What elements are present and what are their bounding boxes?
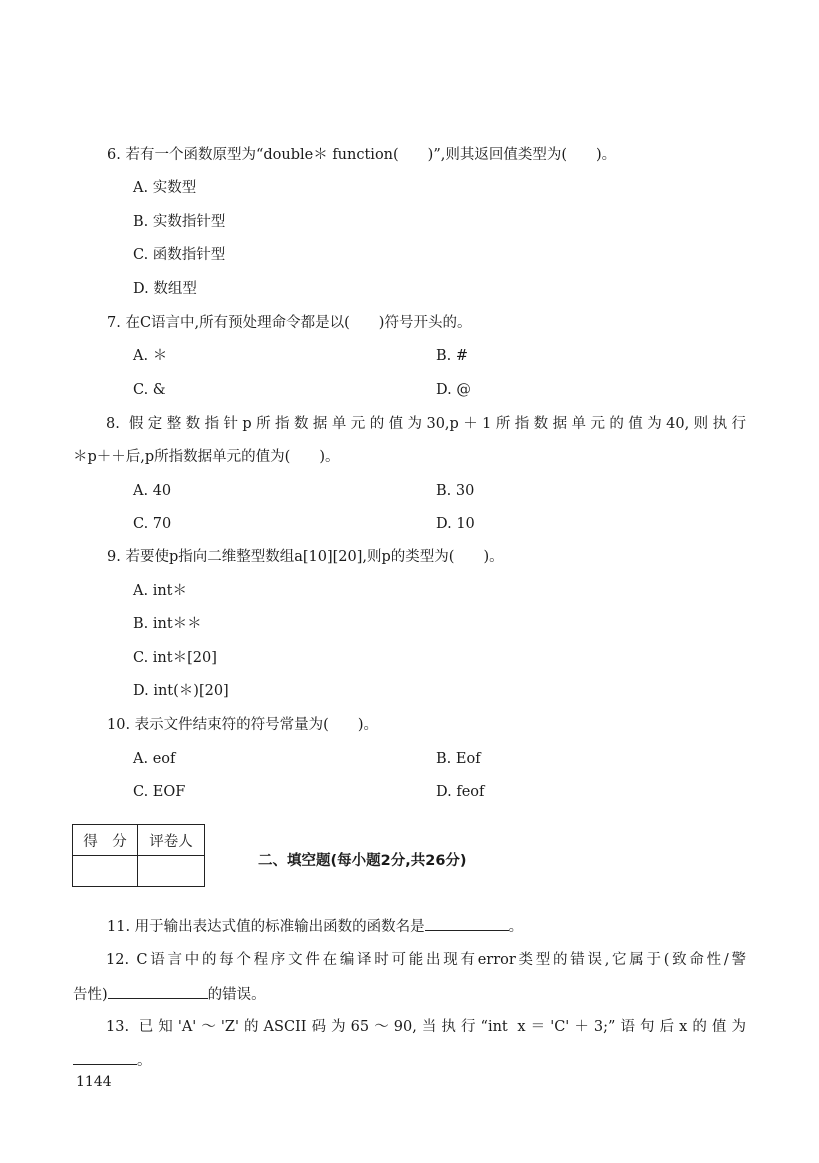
question-8-option-c: C. 70 — [133, 516, 172, 532]
question-10-option-b: B. Eof — [436, 751, 481, 767]
question-6-option-c: C. 函数指针型 — [133, 247, 226, 263]
question-6-option-d: D. 数组型 — [133, 281, 197, 297]
question-9-option-d: D. int(＊)[20] — [133, 683, 229, 699]
question-11-end: 。 — [508, 919, 524, 935]
question-12-line2-text: 告性) — [73, 987, 108, 1003]
question-9-stem: 9. 若要使p指向二维整型数组a[10][20],则p的类型为( )。 — [107, 549, 504, 565]
question-10-option-a: A. eof — [133, 751, 176, 767]
question-9-option-a: A. int＊ — [133, 583, 187, 599]
question-7-option-b: B. # — [436, 348, 469, 364]
score-table — [72, 824, 205, 887]
question-9-option-c: C. int＊[20] — [133, 650, 217, 666]
question-7-option-c: C. & — [133, 382, 166, 398]
question-9-option-b: B. int＊＊ — [133, 616, 202, 632]
question-13-end: 。 — [137, 1053, 152, 1069]
question-6-stem: 6. 若有一个函数原型为“double＊ function( )”,则其返回值类型为( )。 — [107, 147, 617, 163]
question-12-line1: 12. C语言中的每个程序文件在编译时可能出现有error类型的错误,它属于(致命性/警 — [106, 952, 746, 968]
question-8-stem-line2: ＊p＋＋后,p所指数据单元的值为( )。 — [73, 449, 340, 465]
question-11-text: 11. 用于输出表达式值的标准输出函数的函数名是 — [107, 919, 425, 935]
question-13-blank — [73, 1050, 137, 1065]
grader-cell — [138, 856, 205, 887]
grader-label: 评卷人 — [138, 825, 205, 856]
section-2-title: 二、填空题(每小题2分,共26分) — [258, 853, 467, 869]
question-11 — [107, 916, 523, 937]
question-8-option-a: A. 40 — [133, 483, 172, 499]
question-8-option-b: B. 30 — [436, 483, 475, 499]
score-label: 得 分 — [73, 825, 138, 856]
question-8-option-d: D. 10 — [436, 516, 475, 532]
question-13-line2 — [73, 1050, 152, 1071]
question-7-stem: 7. 在C语言中,所有预处理命令都是以( )符号开头的。 — [107, 315, 472, 331]
question-10-option-d: D. feof — [436, 784, 485, 800]
question-6-option-b: B. 实数指针型 — [133, 214, 226, 230]
question-10-stem: 10. 表示文件结束符的符号常量为( )。 — [107, 717, 378, 733]
question-7-option-a: A. ＊ — [133, 348, 168, 364]
page-number: 1144 — [76, 1074, 112, 1090]
question-12-line2-end: 的错误。 — [207, 987, 266, 1003]
question-12-blank — [108, 984, 208, 999]
question-6-option-a: A. 实数型 — [133, 180, 197, 196]
question-10-option-c: C. EOF — [133, 784, 186, 800]
question-7-option-d: D. @ — [436, 382, 471, 398]
question-13-line1: 13. 已知'A'～'Z'的ASCII码为65～90,当执行“int x＝'C'＋3;”语句后x的值为 — [106, 1019, 746, 1035]
score-cell — [73, 856, 138, 887]
question-11-blank — [425, 916, 509, 931]
question-8-stem-line1: 8. 假定整数指针p所指数据单元的值为30,p＋1所指数据单元的值为40,则执行 — [106, 416, 746, 432]
question-12-line2 — [73, 984, 266, 1005]
